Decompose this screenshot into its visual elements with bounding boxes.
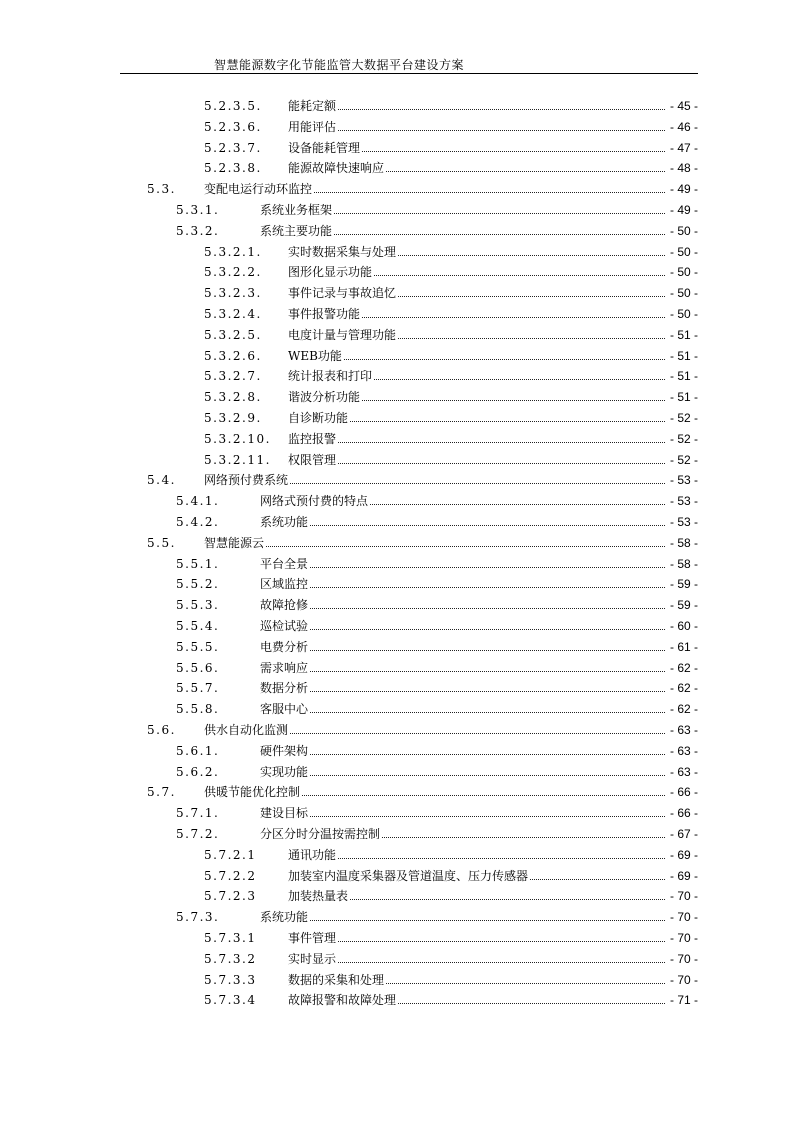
toc-entry-page: - 50 - — [668, 242, 698, 262]
toc-entry-number: 5.5.5. — [176, 639, 220, 654]
toc-entry[interactable] — [0, 637, 793, 657]
toc-entry-number: 5.2.3.8. — [204, 161, 262, 176]
toc-entry-title: 故障报警和故障处理 — [288, 990, 398, 1010]
toc-entry-title: 统计报表和打印 — [288, 366, 374, 386]
toc-entry-title: 设备能耗管理 — [288, 138, 362, 158]
toc-dot-leader — [288, 858, 665, 859]
toc-entry-page: - 50 - — [668, 304, 698, 324]
toc-entry-number: 5.5.7. — [176, 681, 220, 696]
toc-entry[interactable] — [0, 450, 793, 470]
toc-entry-page: - 53 - — [668, 491, 698, 511]
toc-dot-leader — [260, 608, 665, 609]
toc-entry[interactable] — [0, 325, 793, 345]
toc-entry-title: 电费分析 — [260, 637, 310, 657]
toc-entry-number: 5.6.1. — [176, 743, 220, 758]
toc-entry-title: 故障抢修 — [260, 595, 310, 615]
toc-dot-leader — [288, 941, 665, 942]
toc-entry-number: 5.3.2.6. — [204, 348, 262, 363]
toc-entry-title: 自诊断功能 — [288, 408, 350, 428]
toc-entry-title: 监控报警 — [288, 429, 338, 449]
toc-entry-number: 5.5. — [147, 535, 176, 550]
toc-entry-number: 5.7.2. — [176, 827, 220, 841]
toc-entry-page: - 66 - — [668, 782, 698, 802]
toc-entry-title: 系统功能 — [260, 907, 310, 927]
toc-entry-page: - 63 - — [668, 762, 698, 782]
toc-entry-page: - 62 - — [668, 658, 698, 678]
toc-entry-page: - 69 - — [668, 845, 698, 865]
toc-dot-leader — [260, 525, 665, 526]
toc-dot-leader — [260, 587, 665, 588]
toc-entry[interactable] — [0, 678, 793, 698]
toc-entry-number: 5.5.1. — [176, 556, 220, 571]
toc-entry-title: 系统业务框架 — [260, 200, 334, 220]
toc-entry-title: 事件管理 — [288, 928, 338, 948]
toc-entry-page: - 51 - — [668, 387, 698, 407]
toc-dot-leader — [204, 546, 665, 547]
toc-entry[interactable] — [0, 96, 793, 116]
toc-entry-number: 5.7.3.3 — [204, 972, 257, 987]
toc-entry-title: 实现功能 — [260, 762, 310, 782]
toc-entry[interactable] — [0, 803, 793, 823]
toc-dot-leader — [288, 109, 665, 110]
toc-entry[interactable] — [0, 429, 793, 449]
toc-entry[interactable] — [0, 595, 793, 615]
toc-entry[interactable] — [0, 304, 793, 324]
toc-entry-page: - 63 - — [668, 741, 698, 761]
toc-entry[interactable] — [0, 470, 793, 490]
toc-entry-page: - 60 - — [668, 616, 698, 636]
toc-entry-number: 5.2.3.6. — [204, 119, 262, 134]
toc-entry-number: 5.7.3.4 — [204, 993, 257, 1008]
toc-entry-page: - 52 - — [668, 408, 698, 428]
toc-entry-page: - 66 - — [668, 803, 698, 823]
toc-entry-page: - 70 - — [668, 949, 698, 969]
toc-entry[interactable] — [0, 554, 793, 574]
toc-entry[interactable] — [0, 574, 793, 594]
toc-entry-number: 5.3.2.11. — [204, 452, 271, 467]
toc-entry-page: - 49 - — [668, 179, 698, 199]
toc-entry[interactable] — [0, 158, 793, 178]
toc-entry-number: 5.3.1. — [176, 203, 220, 217]
toc-entry-page: - 45 - — [668, 96, 698, 116]
toc-entry-number: 5.7.2.1 — [204, 847, 257, 862]
toc-entry-title: 系统主要功能 — [260, 221, 334, 241]
toc-entry-page: - 61 - — [668, 637, 698, 657]
toc-entry-number: 5.7.3. — [176, 910, 220, 925]
toc-entry-number: 5.4.2. — [176, 515, 220, 529]
toc-entry-title: 数据分析 — [260, 678, 310, 698]
toc-entry[interactable] — [0, 616, 793, 636]
toc-entry-title: 区域监控 — [260, 574, 310, 594]
toc-entry-page: - 52 - — [668, 429, 698, 449]
toc-dot-leader — [288, 130, 665, 131]
toc-entry[interactable] — [0, 242, 793, 262]
page-header-title: 智慧能源数字化节能监管大数据平台建设方案 — [214, 58, 465, 72]
toc-entry-page: - 49 - — [668, 200, 698, 220]
toc-entry[interactable] — [0, 699, 793, 719]
toc-entry-page: - 46 - — [668, 117, 698, 137]
toc-entry-number: 5.5.8. — [176, 702, 220, 717]
toc-entry-page: - 53 - — [668, 470, 698, 490]
toc-dot-leader — [288, 359, 665, 360]
toc-entry-number: 5.4.1. — [176, 494, 220, 509]
toc-entry[interactable] — [0, 117, 793, 137]
toc-entry-title: 电度计量与管理功能 — [288, 325, 398, 345]
toc-entry-title: 能耗定额 — [288, 96, 338, 116]
toc-entry-title: 事件报警功能 — [288, 304, 362, 324]
toc-dot-leader — [260, 629, 665, 630]
toc-entry-page: - 51 - — [668, 325, 698, 345]
toc-entry[interactable] — [0, 845, 793, 865]
toc-entry[interactable] — [0, 824, 793, 844]
toc-entry-title: 用能评估 — [288, 117, 338, 137]
toc-entry-number: 5.5.3. — [176, 598, 220, 613]
toc-entry-page: - 70 - — [668, 907, 698, 927]
toc-dot-leader — [288, 962, 665, 963]
toc-entry-title: 平台全景 — [260, 554, 310, 574]
toc-entry-page: - 58 - — [668, 533, 698, 553]
toc-entry[interactable] — [0, 970, 793, 990]
toc-entry-title: 通讯功能 — [288, 845, 338, 865]
toc-entry-title: 事件记录与事故追忆 — [288, 283, 398, 303]
toc-entry[interactable] — [0, 907, 793, 927]
toc-entry[interactable] — [0, 491, 793, 511]
toc-entry-title: 分区分时分温按需控制 — [260, 824, 382, 844]
toc-entry-number: 5.4. — [147, 473, 176, 488]
toc-entry-page: - 52 - — [668, 450, 698, 470]
toc-entry-title: 变配电运行动环监控 — [204, 179, 314, 199]
toc-entry-page: - 50 - — [668, 283, 698, 303]
toc-entry-page: - 51 - — [668, 346, 698, 366]
toc-entry-title: 加装室内温度采集器及管道温度、压力传感器 — [288, 866, 530, 886]
toc-dot-leader — [260, 712, 665, 713]
toc-entry-title: 建设目标 — [260, 803, 310, 823]
toc-entry[interactable] — [0, 346, 793, 366]
toc-entry[interactable] — [0, 366, 793, 386]
toc-entry-number: 5.5.4. — [176, 619, 220, 633]
toc-dot-leader — [260, 775, 665, 776]
toc-entry-page: - 71 - — [668, 990, 698, 1010]
toc-entry-page: - 50 - — [668, 262, 698, 282]
toc-entry[interactable] — [0, 179, 793, 199]
toc-entry[interactable] — [0, 866, 793, 886]
toc-entry-number: 5.3.2.9. — [204, 411, 262, 425]
toc-dot-leader — [288, 463, 665, 464]
toc-entry[interactable] — [0, 720, 793, 740]
toc-entry-page: - 47 - — [668, 138, 698, 158]
toc-entry-number: 5.2.3.5. — [204, 99, 262, 113]
toc-entry-number: 5.3. — [147, 182, 176, 197]
toc-entry-title: 网络预付费系统 — [204, 470, 290, 490]
toc-entry-number: 5.7.2.2 — [204, 868, 257, 883]
toc-entry-number: 5.5.6. — [176, 660, 220, 675]
toc-entry-number: 5.6.2. — [176, 764, 220, 779]
toc-entry-page: - 48 - — [668, 158, 698, 178]
toc-entry[interactable] — [0, 762, 793, 782]
toc-dot-leader — [260, 754, 665, 755]
toc-entry-title: 智慧能源云 — [204, 533, 266, 553]
header-divider — [120, 73, 698, 74]
toc-entry-number: 5.3.2.2. — [204, 265, 262, 280]
toc-entry-page: - 50 - — [668, 221, 698, 241]
toc-entry-title: 图形化显示功能 — [288, 262, 374, 282]
toc-entry-page: - 70 - — [668, 886, 698, 906]
toc-entry-page: - 58 - — [668, 554, 698, 574]
toc-dot-leader — [260, 650, 665, 651]
toc-entry[interactable] — [0, 658, 793, 678]
toc-entry-number: 5.3.2.8. — [204, 390, 262, 405]
toc-entry-number: 5.3.2.4. — [204, 307, 262, 321]
toc-entry-page: - 62 - — [668, 699, 698, 719]
toc-dot-leader — [260, 920, 665, 921]
toc-entry-page: - 70 - — [668, 928, 698, 948]
toc-entry-title: 客服中心 — [260, 699, 310, 719]
toc-entry-title: 供暖节能优化控制 — [204, 782, 302, 802]
toc-entry-page: - 70 - — [668, 970, 698, 990]
toc-entry-title: 实时显示 — [288, 949, 338, 969]
toc-entry-title: 谐波分析功能 — [288, 387, 362, 407]
toc-entry[interactable] — [0, 200, 793, 220]
toc-entry-title: 巡检试验 — [260, 616, 310, 636]
toc-entry[interactable] — [0, 990, 793, 1010]
toc-entry[interactable] — [0, 408, 793, 428]
toc-entry-title: 能源故障快速响应 — [288, 158, 386, 178]
toc-entry[interactable] — [0, 886, 793, 906]
toc-entry-title: 数据的采集和处理 — [288, 970, 386, 990]
toc-entry-number: 5.3.2.5. — [204, 327, 262, 342]
toc-entry[interactable] — [0, 387, 793, 407]
toc-entry[interactable] — [0, 283, 793, 303]
toc-entry-title: 网络式预付费的特点 — [260, 491, 370, 511]
toc-entry-number: 5.7.2.3 — [204, 889, 257, 904]
toc-entry-page: - 67 - — [668, 824, 698, 844]
toc-entry-page: - 51 - — [668, 366, 698, 386]
toc-entry-page: - 53 - — [668, 512, 698, 532]
toc-entry-number: 5.7. — [147, 785, 176, 800]
toc-entry[interactable] — [0, 512, 793, 532]
toc-entry-title: 权限管理 — [288, 450, 338, 470]
toc-entry-title: 需求响应 — [260, 658, 310, 678]
toc-entry-title: 硬件架构 — [260, 741, 310, 761]
toc-entry-number: 5.7.3.2 — [204, 951, 257, 966]
toc-entry-number: 5.2.3.7. — [204, 140, 262, 155]
toc-entry-number: 5.7.1. — [176, 806, 220, 821]
toc-entry[interactable] — [0, 262, 793, 282]
toc-entry-page: - 62 - — [668, 678, 698, 698]
toc-entry-number: 5.3.2.1. — [204, 244, 262, 259]
toc-entry-page: - 63 - — [668, 720, 698, 740]
toc-entry-number: 5.3.2.7. — [204, 369, 262, 384]
toc-dot-leader — [288, 442, 665, 443]
toc-entry-number: 5.3.2.3. — [204, 286, 262, 301]
toc-entry-title: WEB功能 — [288, 346, 344, 366]
toc-entry-title: 实时数据采集与处理 — [288, 242, 398, 262]
toc-dot-leader — [260, 691, 665, 692]
toc-entry-number: 5.5.2. — [176, 577, 220, 592]
toc-entry-page: - 69 - — [668, 866, 698, 886]
toc-entry-page: - 59 - — [668, 574, 698, 594]
toc-entry-number: 5.3.2. — [176, 223, 220, 238]
toc-entry-number: 5.3.2.10. — [204, 431, 271, 446]
toc-entry[interactable] — [0, 138, 793, 158]
toc-entry[interactable] — [0, 782, 793, 802]
toc-entry-title: 供水自动化监测 — [204, 720, 290, 740]
toc-entry-title: 系统功能 — [260, 512, 310, 532]
toc-entry-number: 5.6. — [147, 723, 176, 737]
toc-entry[interactable] — [0, 533, 793, 553]
toc-entry[interactable] — [0, 928, 793, 948]
toc-entry[interactable] — [0, 221, 793, 241]
toc-dot-leader — [260, 816, 665, 817]
toc-dot-leader — [260, 671, 665, 672]
toc-entry-title: 加装热量表 — [288, 886, 350, 906]
toc-dot-leader — [260, 567, 665, 568]
toc-entry-number: 5.7.3.1 — [204, 931, 257, 945]
toc-entry-page: - 59 - — [668, 595, 698, 615]
toc-entry[interactable] — [0, 741, 793, 761]
toc-entry[interactable] — [0, 949, 793, 969]
